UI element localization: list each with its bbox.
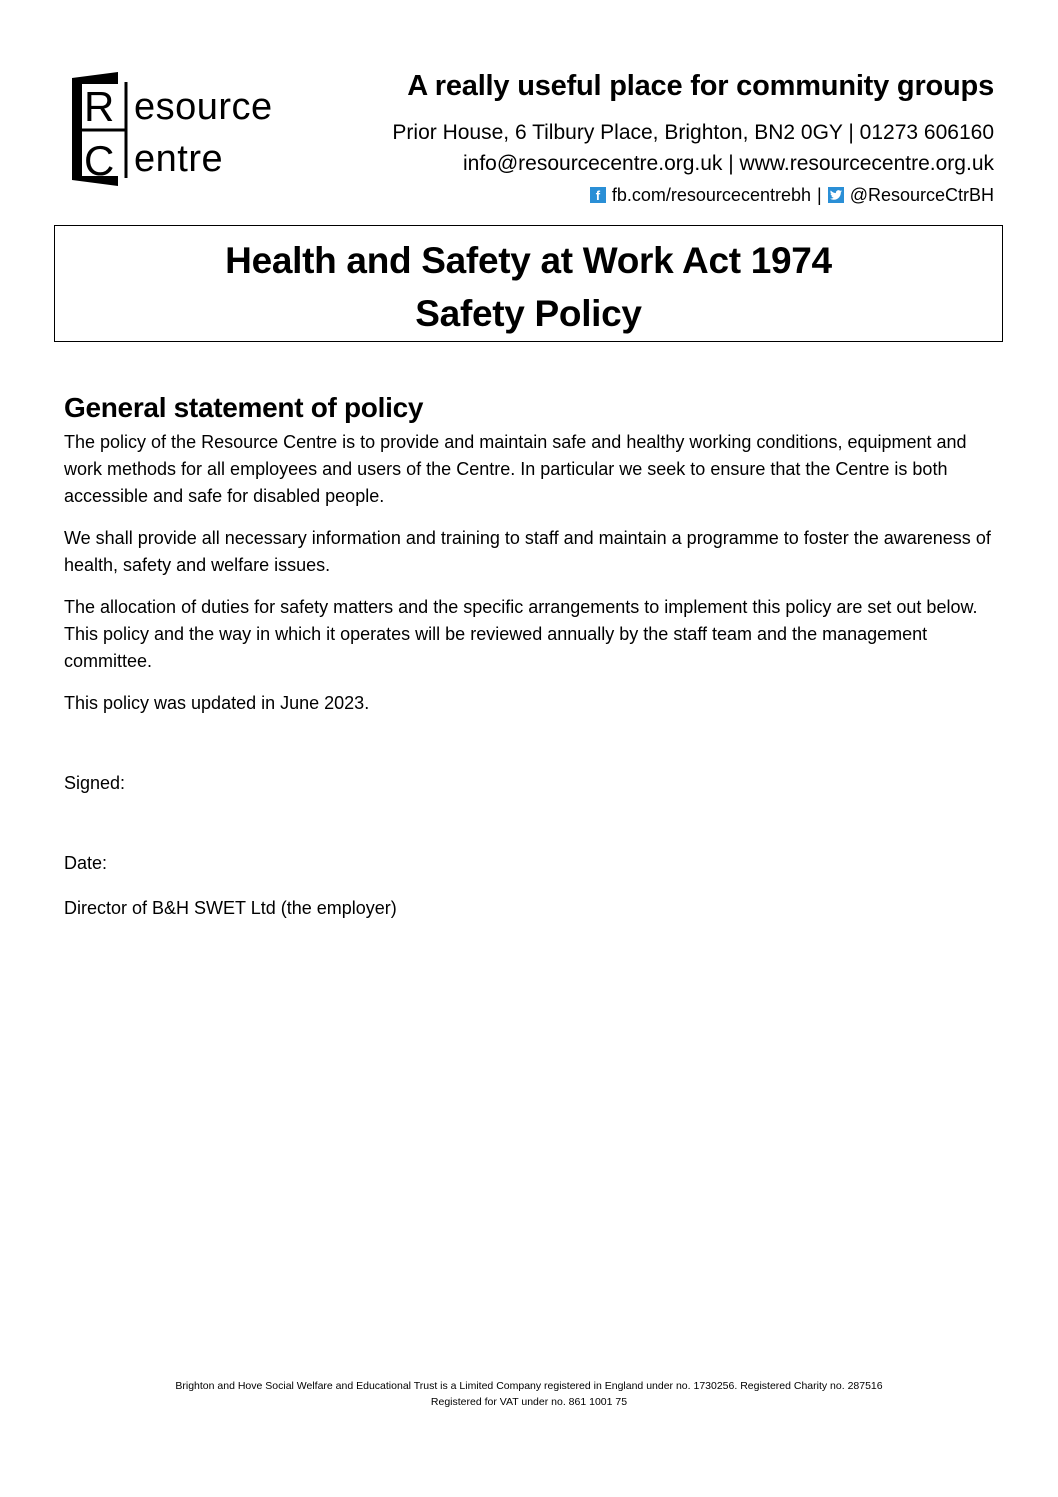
twitter-icon	[828, 187, 844, 203]
section-heading: General statement of policy	[64, 392, 424, 423]
policy-paragraph-3: The allocation of duties for safety matters and the specific arrangements to implement this policy are set out below. This policy and the way in which it operates will be reviewed annually by the staff team and the management committee.	[64, 597, 978, 671]
updated-note: This policy was updated in June 2023.	[64, 693, 370, 713]
social-line	[590, 186, 994, 204]
date-label: Date:	[64, 853, 108, 873]
signed-label: Signed:	[64, 773, 126, 793]
facebook-link[interactable]: fb.com/resourcecentrebh	[611, 185, 811, 205]
signatory-label: Director of B&H SWET Ltd (the employer)	[64, 898, 397, 918]
web-line: info@resourcecentre.org.uk | www.resourcecentre.org.uk	[462, 152, 994, 175]
address-line: Prior House, 6 Tilbury Place, Brighton, BN2 0GY | 01273 606160	[392, 121, 994, 144]
logo-word-resource: esource	[134, 86, 273, 128]
facebook-icon: f	[590, 187, 606, 203]
tagline: A really useful place for community groups	[407, 70, 994, 102]
logo-word-centre: entre	[134, 138, 224, 180]
footer-registration: Brighton and Hove Social Welfare and Educational Trust is a Limited Company registered in England under no. 1730256. Registered Charity no. 287516	[175, 1380, 883, 1392]
resource-centre-logo	[66, 70, 296, 190]
title-box	[54, 225, 1003, 342]
social-separator: |	[817, 185, 822, 205]
logo-letter-c: C	[84, 137, 115, 184]
policy-paragraph-1: The policy of the Resource Centre is to provide and maintain safe and healthy working conditions, equipment and work methods for all employees and users of the Centre. In particular we seek to ensure that the Centre is both accessible and safe for disabled people.	[64, 432, 967, 506]
twitter-link[interactable]: @ResourceCtrBH	[849, 185, 994, 205]
policy-paragraph-2: We shall provide all necessary information and training to staff and maintain a programme to foster the awareness of health, safety and welfare issues.	[64, 528, 991, 575]
document-title: Health and Safety at Work Act 1974	[225, 240, 832, 281]
footer-vat: Registered for VAT under no. 861 1001 75	[430, 1396, 628, 1408]
document-subtitle: Safety Policy	[415, 293, 642, 334]
logo-letter-r: R	[84, 83, 115, 130]
